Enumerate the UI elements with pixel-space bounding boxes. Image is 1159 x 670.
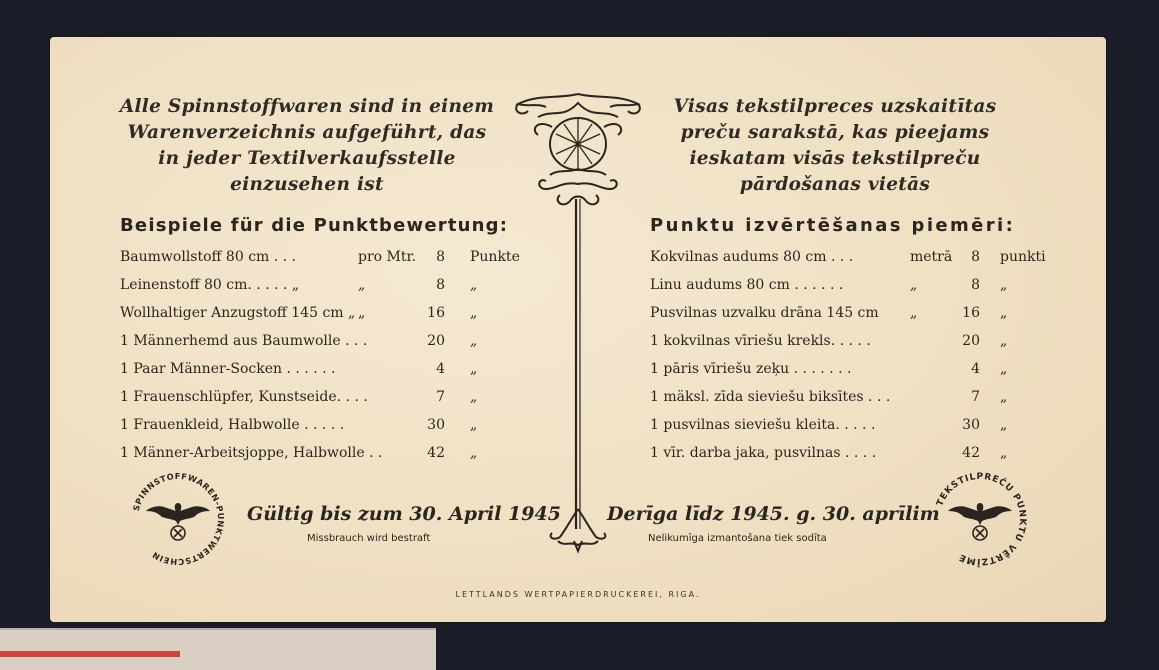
item-label: 1 Frauenschlüpfer, Kunstseide. . . .: [120, 389, 368, 405]
item-unit: pro Mtr.: [358, 249, 417, 265]
points-table-german: [120, 243, 520, 467]
table-row: [650, 327, 1050, 355]
item-points-word: „: [1000, 445, 1008, 461]
item-points: 42: [427, 445, 445, 461]
table-row: [120, 271, 520, 299]
item-label: 1 Männer-Arbeitsjoppe, Halbwolle . .: [120, 445, 383, 461]
intro-line: in jeder Textilverkaufsstelle: [158, 148, 456, 169]
intro-text-latvian: [630, 94, 1040, 198]
validity-german: Gültig bis zum 30. April 1945: [247, 503, 561, 525]
item-points-word: „: [470, 277, 478, 293]
item-points-word: „: [470, 417, 478, 433]
item-label: 1 Paar Männer-Socken . . . . . .: [120, 361, 336, 377]
item-points-word: punkti: [1000, 249, 1046, 265]
item-unit: „: [910, 277, 918, 293]
item-points-word: „: [470, 389, 478, 405]
item-points: 8: [971, 277, 980, 293]
item-label: 1 pusvilnas sieviešu kleita. . . . .: [650, 417, 876, 433]
item-points-word: „: [470, 361, 478, 377]
item-points-word: „: [1000, 417, 1008, 433]
item-unit: „: [358, 277, 366, 293]
item-points: 20: [962, 333, 980, 349]
table-row: [650, 411, 1050, 439]
item-label: 1 pāris vīriešu zeķu . . . . . . .: [650, 361, 852, 377]
eagle-seal-latvian-icon: [930, 469, 1030, 569]
item-unit: „: [358, 305, 366, 321]
warning-latvian: Nelikumīga izmantošana tiek sodīta: [648, 533, 827, 544]
item-points: 16: [427, 305, 445, 321]
intro-line: Warenverzeichnis aufgeführt, das: [127, 122, 487, 143]
item-points: 7: [971, 389, 980, 405]
printer-imprint: LETTLANDS WERTPAPIERDRUCKEREI, RIGA.: [455, 590, 701, 599]
item-label: Kokvilnas audums 80 cm . . .: [650, 249, 854, 265]
item-unit: metrā: [910, 249, 953, 265]
table-row: [120, 355, 520, 383]
item-points-word: „: [1000, 277, 1008, 293]
intro-line: Visas tekstilpreces uzskaitītas: [673, 96, 997, 117]
underlying-red-strip: [0, 651, 180, 657]
item-points-word: „: [470, 305, 478, 321]
table-row: [650, 271, 1050, 299]
item-points-word: „: [1000, 333, 1008, 349]
seal-text: TEKSTILPREČU PUNKTU VĒRTZĪME: [935, 471, 1028, 567]
points-table-latvian: [650, 243, 1050, 467]
item-label: Leinenstoff 80 cm. . . . . „: [120, 277, 300, 293]
table-row: [650, 439, 1050, 467]
item-label: Wollhaltiger Anzugstoff 145 cm „: [120, 305, 356, 321]
table-row: [120, 383, 520, 411]
table-row: [120, 299, 520, 327]
item-label: Linu audums 80 cm . . . . . .: [650, 277, 844, 293]
table-row: [650, 299, 1050, 327]
intro-text-german: [102, 94, 512, 198]
item-points: 4: [436, 361, 445, 377]
item-points-word: „: [1000, 305, 1008, 321]
heading-latvian: Punktu izvērtēšanas piemēri:: [650, 215, 1016, 236]
intro-line: Alle Spinnstoffwaren sind in einem: [119, 96, 495, 117]
item-label: 1 Männerhemd aus Baumwolle . . .: [120, 333, 368, 349]
intro-line: preču sarakstā, kas pieejams: [680, 122, 990, 143]
item-label: 1 vīr. darba jaka, pusvilnas . . . .: [650, 445, 877, 461]
ration-card: [50, 37, 1106, 622]
item-unit: „: [910, 305, 918, 321]
item-points: 4: [971, 361, 980, 377]
item-points: 7: [436, 389, 445, 405]
item-points: 8: [436, 277, 445, 293]
item-points-word: „: [470, 333, 478, 349]
item-points-word: Punkte: [470, 249, 520, 265]
seal-text: SPINNSTOFFWAREN-PUNKTWERTSCHEIN: [130, 470, 227, 568]
item-points: 42: [962, 445, 980, 461]
item-points-word: „: [470, 445, 478, 461]
item-points-word: „: [1000, 361, 1008, 377]
item-points: 8: [971, 249, 980, 265]
eagle-seal-german-icon: [128, 469, 228, 569]
item-label: 1 mäksl. zīda sieviešu biksītes . . .: [650, 389, 891, 405]
validity-latvian: Derīga līdz 1945. g. 30. aprīlim: [607, 503, 940, 525]
item-points: 16: [962, 305, 980, 321]
table-row: [120, 411, 520, 439]
item-points: 8: [436, 249, 445, 265]
intro-line: pārdošanas vietās: [739, 174, 931, 195]
table-row: [650, 383, 1050, 411]
table-row: [120, 243, 520, 271]
table-row: [650, 355, 1050, 383]
item-label: Baumwollstoff 80 cm . . .: [120, 249, 297, 265]
item-points: 30: [962, 417, 980, 433]
warning-german: Missbrauch wird bestraft: [307, 533, 431, 544]
table-row: [120, 327, 520, 355]
item-label: 1 Frauenkleid, Halbwolle . . . . .: [120, 417, 345, 433]
table-row: [650, 243, 1050, 271]
heading-german: Beispiele für die Punktbewertung:: [120, 215, 509, 236]
item-label: Pusvilnas uzvalku drāna 145 cm: [650, 305, 879, 321]
underlying-card: [0, 628, 436, 670]
item-label: 1 kokvilnas vīriešu krekls. . . . .: [650, 333, 871, 349]
table-row: [120, 439, 520, 467]
item-points: 20: [427, 333, 445, 349]
item-points: 30: [427, 417, 445, 433]
item-points-word: „: [1000, 389, 1008, 405]
intro-line: einzusehen ist: [230, 174, 384, 195]
thistle-ornament-icon: [508, 89, 648, 559]
intro-line: ieskatam visās tekstilpreču: [689, 148, 981, 169]
